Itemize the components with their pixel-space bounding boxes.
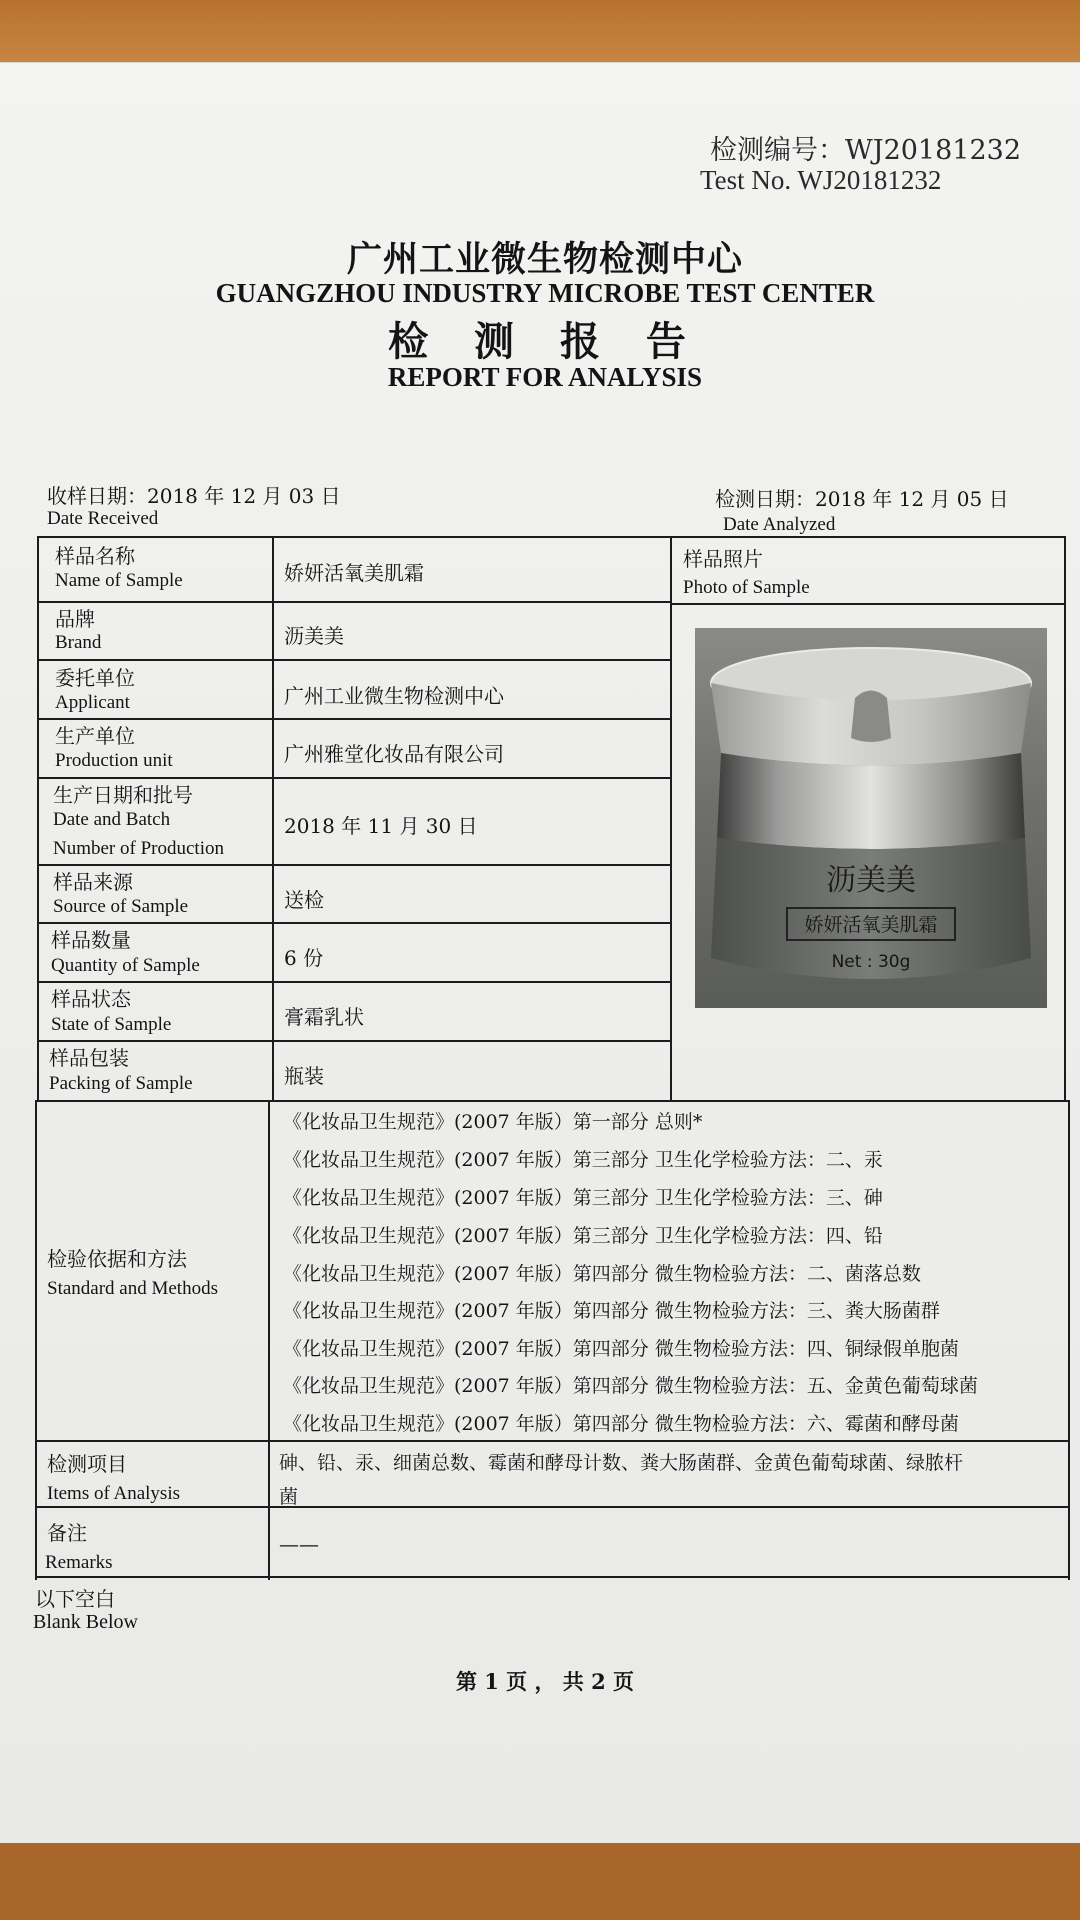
photo-label-en: Photo of Sample — [683, 577, 810, 598]
cream-jar-image — [695, 628, 1047, 1008]
row-label-cn: 样品名称 — [55, 544, 135, 568]
remarks-label-cn: 备注 — [47, 1521, 87, 1545]
row-label-cn: 生产日期和批号 — [53, 783, 193, 807]
jar-brand-text: 沥美美 — [826, 863, 916, 898]
row-value: 广州雅堂化妆品有限公司 — [284, 742, 504, 766]
row-label-en: Name of Sample — [55, 570, 183, 591]
standard-item: 《化妆品卫生规范》(2007 年版）第三部分 卫生化学检验方法：二、汞 — [283, 1149, 883, 1171]
report-title-cn: 检 测 报 告 — [388, 318, 702, 365]
jar-net-text: Net : 30g — [831, 952, 911, 972]
row-label-en: Date and Batch — [53, 809, 171, 830]
row-label-cn: 样品数量 — [51, 928, 131, 952]
date-received-cn: 收样日期：2018 年 12 月 03 日 — [47, 484, 341, 508]
row-label-en: Packing of Sample — [49, 1073, 193, 1094]
test-number-en: Test No. WJ20181232 — [700, 165, 942, 195]
remarks-label-en: Remarks — [45, 1552, 113, 1573]
row-label-en: Source of Sample — [53, 896, 189, 917]
date-received-en: Date Received — [47, 508, 159, 529]
row-value: 6 份 — [284, 946, 324, 970]
items-value-line1: 砷、铅、汞、细菌总数、霉菌和酵母计数、粪大肠菌群、金黄色葡萄球菌、绿脓杆 — [279, 1452, 964, 1474]
standard-item: 《化妆品卫生规范》(2007 年版）第三部分 卫生化学检验方法：四、铅 — [283, 1225, 883, 1247]
row-label-cn: 委托单位 — [55, 666, 135, 690]
items-value-line2: 菌 — [279, 1486, 299, 1508]
row-label-cn: 样品状态 — [51, 987, 131, 1011]
row-label-cn: 样品来源 — [53, 870, 133, 894]
row-value: 2018 年 11 月 30 日 — [284, 814, 478, 838]
blank-below-en: Blank Below — [33, 1611, 138, 1633]
row-label-en: Quantity of Sample — [51, 955, 200, 976]
row-value: 瓶装 — [284, 1064, 324, 1088]
row-label-cn: 品牌 — [55, 607, 95, 631]
row-label-en: Production unit — [55, 750, 173, 771]
standard-item: 《化妆品卫生规范》(2007 年版）第四部分 微生物检验方法：四、铜绿假单胞菌 — [283, 1338, 959, 1360]
row-label-en: State of Sample — [51, 1014, 172, 1035]
standards-label-en: Standard and Methods — [47, 1278, 218, 1299]
row-label-en: Applicant — [55, 692, 130, 713]
row-value: 沥美美 — [284, 624, 344, 648]
standard-item: 《化妆品卫生规范》(2007 年版）第四部分 微生物检验方法：二、菌落总数 — [283, 1263, 921, 1285]
items-label-cn: 检测项目 — [47, 1452, 127, 1476]
blank-below-cn: 以下空白 — [35, 1587, 115, 1611]
standard-item: 《化妆品卫生规范》(2007 年版）第四部分 微生物检验方法：五、金黄色葡萄球菌 — [283, 1375, 978, 1397]
row-value: 膏霜乳状 — [284, 1005, 364, 1029]
date-analyzed-cn: 检测日期：2018 年 12 月 05 日 — [715, 487, 1009, 511]
page-number: 第 1 页 ， 共 2 页 — [455, 1669, 635, 1694]
report-title-en: REPORT FOR ANALYSIS — [387, 362, 703, 392]
row-label-en-2: Number of Production — [53, 838, 224, 859]
standard-item: 《化妆品卫生规范》(2007 年版）第一部分 总则* — [283, 1111, 703, 1133]
standard-item: 《化妆品卫生规范》(2007 年版）第四部分 微生物检验方法：六、霉菌和酵母菌 — [283, 1413, 959, 1435]
jar-product-text: 娇妍活氧美肌霜 — [804, 914, 938, 936]
items-label-en: Items of Analysis — [47, 1483, 180, 1504]
center-title-en: GUANGZHOU INDUSTRY MICROBE TEST CENTER — [215, 278, 875, 308]
row-label-en: Brand — [55, 632, 102, 653]
date-analyzed-en: Date Analyzed — [723, 514, 836, 535]
row-label-cn: 样品包装 — [49, 1046, 129, 1070]
row-value: 送检 — [284, 888, 324, 912]
sample-photo — [695, 628, 1047, 1008]
standard-item: 《化妆品卫生规范》(2007 年版）第四部分 微生物检验方法：三、粪大肠菌群 — [283, 1300, 940, 1322]
standard-item: 《化妆品卫生规范》(2007 年版）第三部分 卫生化学检验方法：三、砷 — [283, 1187, 883, 1209]
remarks-value: —— — [279, 1532, 319, 1556]
row-value: 广州工业微生物检测中心 — [284, 684, 504, 708]
test-number-cn: 检测编号：WJ20181232 — [710, 135, 1022, 166]
center-title-cn: 广州工业微生物检测中心 — [346, 239, 743, 280]
standards-label-cn: 检验依据和方法 — [47, 1247, 187, 1271]
row-label-cn: 生产单位 — [55, 724, 135, 748]
row-value: 娇妍活氧美肌霜 — [284, 561, 424, 585]
photo-label-cn: 样品照片 — [683, 547, 763, 571]
